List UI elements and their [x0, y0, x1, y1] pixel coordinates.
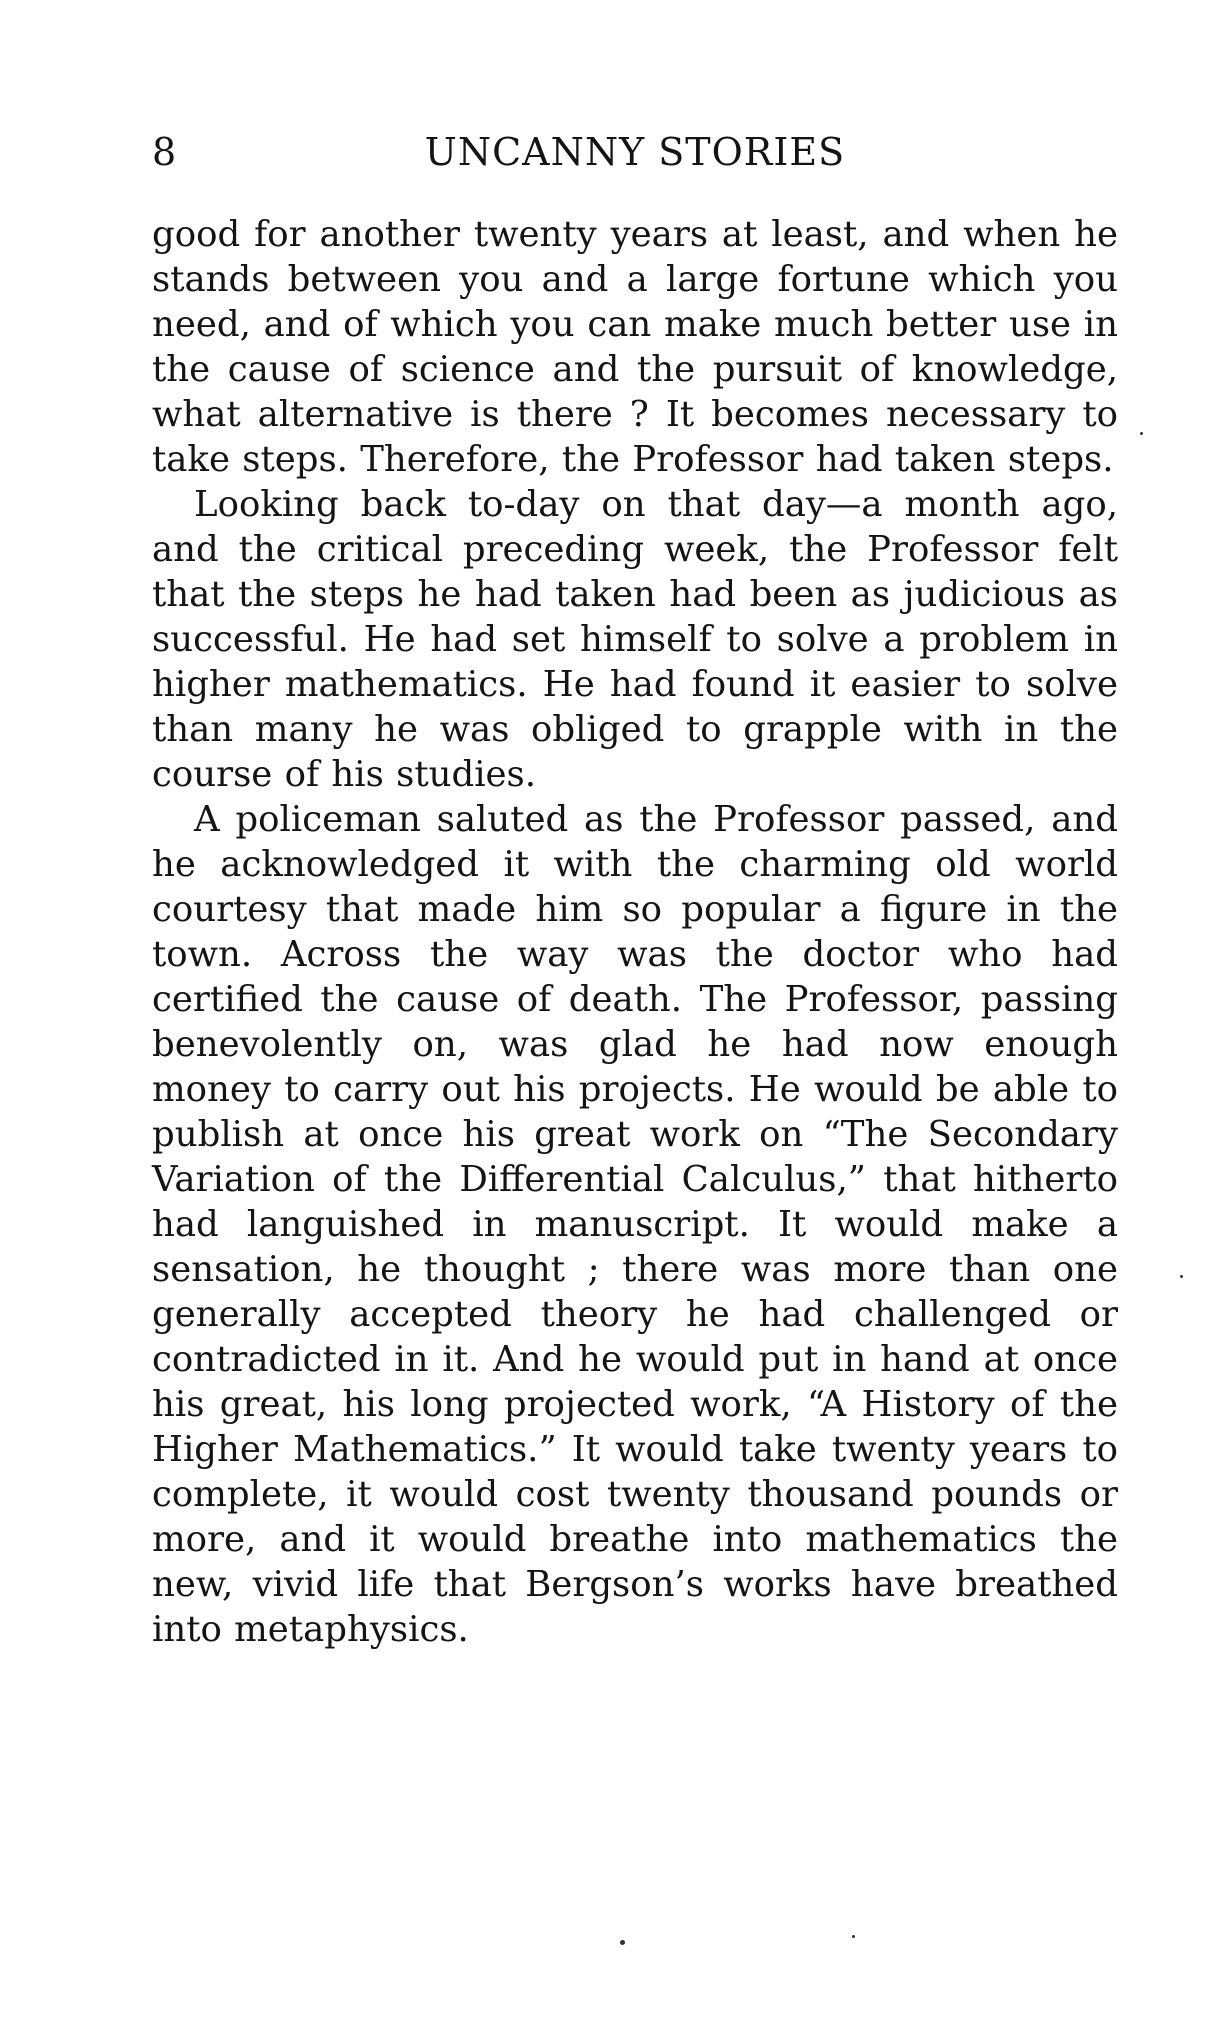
print-speck: [852, 1935, 855, 1938]
page-number: 8: [152, 130, 177, 174]
running-head: UNCANNY STORIES: [424, 130, 846, 174]
paragraph-1: good for another twenty years at least, and when he stands between you and a large fortune which you need, and of which you can make much better use in the cause of science and the pursuit of knowledge, what alternative is there ? It becomes necessary to take steps. Therefore, the Professor had taken steps.: [152, 214, 1118, 480]
paragraph-3: A policeman saluted as the Professor passed, and he acknowledged it with the charming old world courtesy that made him so popular a figure in the town. Across the way was the doctor who had certified the cause of death. The Professor, passing benevolently on, was glad he had now enough money to carry out his projects. He would be able to publish at once his great work on “The Secondary Variation of the Differential Calculus,” that hitherto had languished in manuscript. It would make a sensation, he thought ; there was more than one generally accepted theory he had challenged or contradicted in it. And he would put in hand at once his great, his long projected work, “A History of the Higher Mathematics.” It would take twenty years to complete, it would cost twenty thousand pounds or more, and it would breathe into mathematics the new, vivid life that Bergson’s works have breathed into metaphysics.: [152, 799, 1118, 1650]
body-text: [152, 212, 1118, 1652]
print-speck: [620, 1940, 625, 1945]
print-speck: [1180, 1275, 1183, 1278]
paragraph-2: Looking back to-day on that day—a month ago, and the critical preceding week, the Professor felt that the steps he had taken had been as judicious as successful. He had set himself to solve a problem in higher mathematics. He had found it easier to solve than many he was obliged to grapple with in the course of his studies.: [152, 484, 1118, 795]
print-speck: [1140, 432, 1143, 435]
page-header: [152, 124, 1118, 180]
